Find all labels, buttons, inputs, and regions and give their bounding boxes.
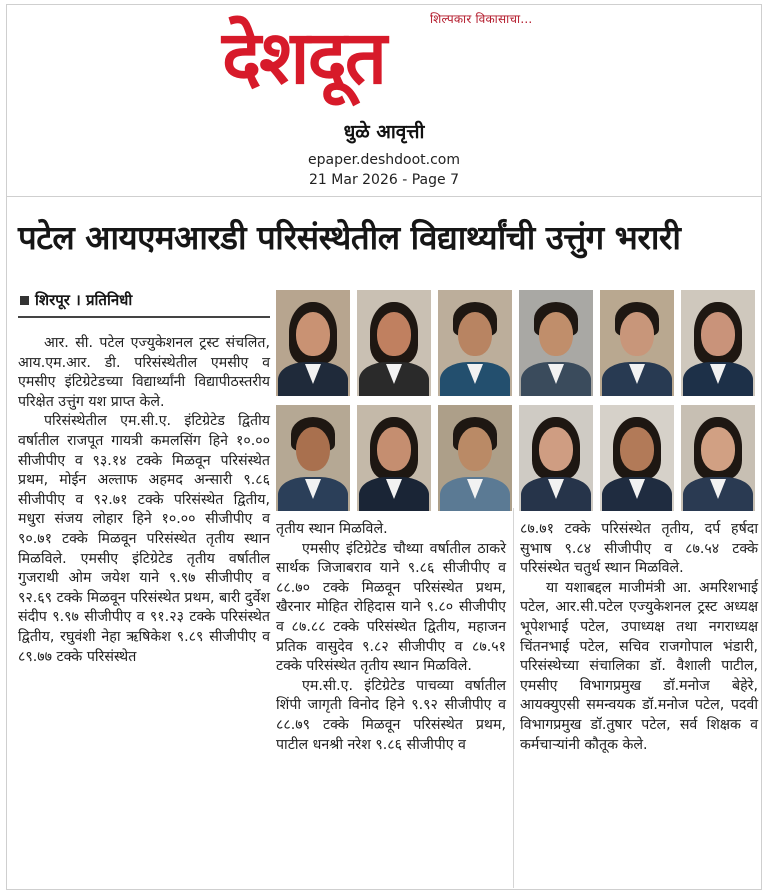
article-column-2: [276, 520, 506, 755]
paragraph: तृतीय स्थान मिळविले.: [276, 521, 388, 537]
paragraph: या यशाबद्दल माजीमंत्री आ. अमरिशभाई पटेल, आर.सी.पटेल एज्युकेशनल ट्रस्ट अध्यक्ष भूपेशभाई पटेल, उपाध्यक्ष तथा नगराध्यक्ष चिंतनभाई पटेल, सचिव राजगोपाल भंडारी, परिसंस्थेच्या संचालिका डॉ. वैशाली पाटील, एमसीए विभागप्रमुख डॉ.मनोज बेहेरे, आयक्युएसी समन्वयक डॉ.मनोज पटेल, पदवी विभागप्रमुख डॉ.तुषार पटेल, सर्व शिक्षक व कर्मचाऱ्यांनी कौतूक केले.: [520, 579, 758, 753]
article-column-3: [520, 520, 758, 755]
face-shape: [701, 312, 735, 356]
article-byline: [20, 290, 132, 310]
face-shape: [458, 312, 492, 356]
byline-divider: [18, 316, 270, 318]
student-photo: [438, 290, 512, 396]
face-shape: [620, 312, 654, 356]
student-photo: [681, 290, 755, 396]
face-shape: [539, 427, 573, 471]
masthead: [0, 0, 768, 196]
edition-label: धुळे आवृत्ती: [343, 121, 425, 143]
student-photo-grid: [276, 290, 756, 512]
newspaper-logo: देशदूत: [222, 15, 386, 101]
paragraph: आर. सी. पटेल एज्युकेशनल ट्रस्ट संचलित, आय.एम.आर. डी. परिसंस्थेतील एमसीए व एमसीए इंटिग्रेटेडच्या विद्यार्थ्यांनी विद्यापीठस्तरीय परिक्षेत उत्तुंग यश प्राप्त केले.: [18, 335, 270, 410]
square-bullet-icon: [20, 296, 29, 305]
student-photo: [438, 405, 512, 511]
article-headline: पटेल आयएमआरडी परिसंस्थेतील विद्यार्थ्यांची उत्तुंग भरारी: [18, 218, 681, 257]
masthead-tagline: शिल्पकार विकासाचा...: [430, 12, 533, 26]
student-photo: [357, 405, 431, 511]
article-column-1: [18, 334, 270, 667]
face-shape: [377, 427, 411, 471]
student-photo: [519, 290, 593, 396]
student-photo: [276, 405, 350, 511]
byline-text: शिरपूर । प्रतिनिधी: [35, 291, 133, 309]
face-shape: [458, 427, 492, 471]
face-shape: [296, 312, 330, 356]
masthead-divider: [6, 196, 762, 197]
student-photo: [600, 405, 674, 511]
student-photo: [276, 290, 350, 396]
face-shape: [539, 312, 573, 356]
face-shape: [377, 312, 411, 356]
paragraph: एमसीए इंटिग्रेटेड चौथ्या वर्षातील ठाकरे सार्थक जिजाबराव याने ९.८६ सीजीपीए व ८८.७० टक्के मिळवून परिसंस्थेत प्रथम, खैरनार मोहित रोहिदास याने ९.८० सीजीपीए व ८७.८८ टक्के परिसंस्थेत द्वितीय, महाजन प्रतिक वासुदेव ९.८२ सीजीपीए व ८७.५१ टक्के परिसंस्थेत तृतीय स्थान मिळविले.: [276, 540, 506, 675]
column-divider: [513, 508, 514, 888]
face-shape: [620, 427, 654, 471]
student-photo: [600, 290, 674, 396]
face-shape: [296, 427, 330, 471]
face-shape: [701, 427, 735, 471]
student-photo: [357, 290, 431, 396]
paragraph: परिसंस्थेतील एम.सी.ए. इंटिग्रेटेड द्वितीय वर्षातील राजपूत गायत्री कमलसिंग हिने १०.०० सीजीपीए व ९३.१४ टक्के मिळवून परिसंस्थेत प्रथम, मोईन अल्ताफ अहमद अन्सारी ९.८६ सीजीपीए व ९२.७१ टक्के परिसंस्थेत द्वितीय, मधुरा संजय लोहार हिने १०.०० सीजीपीए व ९०.७१ टक्के मिळवून परिसंस्थेत तृतीय स्थान मिळविले. एमसीए इंटिग्रेटेड तृतीय वर्षातील गुजराथी ओम जयेश याने ९.९७ सीजीपीए व ९२.६९ टक्के मिळवून परिसंस्थेत प्रथम, बारी दुर्वेश संदीप ९.९७ सीजीपीए व ९१.२३ टक्के परिसंस्थेत द्वितीय, रघुवंशी नेहा ऋषिकेश ९.८९ सीजीपीए व ८९.७७ टक्के परिसंस्थेत: [18, 413, 270, 665]
epaper-url[interactable]: epaper.deshdoot.com: [307, 152, 461, 168]
paragraph: एम.सी.ए. इंटिग्रेटेड पाचव्या वर्षातील शिंपी जागृती विनोद हिने ९.९२ सीजीपीए व ८८.७९ टक्के मिळवून परिसंस्थेत प्रथम, पाटील धनश्री नरेश ९.८६ सीजीपीए व: [276, 677, 506, 753]
student-photo: [519, 405, 593, 511]
student-photo: [681, 405, 755, 511]
paragraph: ८७.७१ टक्के परिसंस्थेत तृतीय, दर्प हर्षदा सुभाष ९.८४ सीजीपीए व ८७.५४ टक्के परिसंस्थेत चतुर्थ स्थान मिळविले.: [520, 521, 758, 577]
date-page-label: 21 Mar 2026 - Page 7: [309, 172, 459, 188]
